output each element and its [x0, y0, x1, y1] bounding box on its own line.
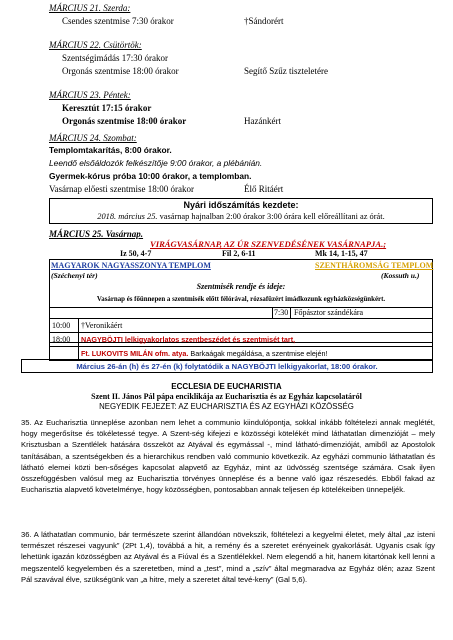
- mass-intention: Főpásztor szándékára: [294, 308, 364, 317]
- vigil-mass-line: Vasárnap előesti szentmise 18:00 órakor: [49, 184, 194, 194]
- schedule-table: [49, 318, 433, 361]
- church-left-name: MAGYAROK NAGYASSZONYA TEMPLOM: [51, 261, 211, 270]
- paragraph-35: 35. Az Eucharisztia ünneplése azonban nem lehet a communio kiindulópontja, sokkal inkább föltételezi annak meglétét, hogy megerősítse és tökéletessé tegye. A Szent-ség kifejezi e közösségi kötelékét mind láthatatlan dimenzióját – mely Krisztusban a Szentlélek hatására összeköt az Atyával és egymással -, mind látható-dimenzióját, amiből az Apostolok tanításában, a szentségekben és a hierarchikus rendben való communio következik. Az egyházi communio láthatatlan és látható elemei közti ben-sőséges kapcsolat alapvető az Egyház, mint az üdvösség szentsége számára. Csak ilyen összefüggésben valósul meg az Eucharisztia törvényes ünneplése és a benne való igaz részesedés. Ebből fakad az Eucharisztia alapvető követelménye, hogy közösségben, pontosabban annak teljesen ép kötelékeiben ünnepeljék.: [21, 418, 435, 495]
- paragraph-36: 36. A láthatatlan communio, bár természete szerint állandóan növekszik, föltételezi a kegyelmi életet, mely által „az isteni természet részesei vagyunk” (2Pt 1,4), továbbá a hit, a remény és a szeretet erényeinek gyakorlását. Ugyanis csak így lehetünk igazán közösségben az Atyával és a Fiúval és a Szentlélekkel. Nem elegendő a hit, hanem kitartónak kell lenni a megszentelő kegyelemben és a szeretetben, mind a „test”, mind a „szív” által megmaradva az Egyház ölén; azaz Szent Pál szavával élve, szükségünk van „a hitre, mely a szeretet által tevé-keny” (Gal 5,6).: [21, 530, 435, 584]
- church-right-sub: (Kossuth u.): [381, 271, 420, 280]
- dst-body: vasárnap hajnalban 2:00 órakor 3:00 órára kell előreállítani az órát.: [157, 212, 385, 221]
- palm-blessing: Barkaágak megáldása, a szentmise elején!: [188, 349, 328, 358]
- article-title: ECCLESIA DE EUCHARISTIA: [171, 382, 282, 391]
- stations-line: Keresztút 17:15 órakor: [62, 103, 152, 113]
- sunday-title: VIRÁGVASÁRNAP, AZ ÚR SZENVEDÉSÉNEK VASÁRNAPJA.;: [150, 239, 387, 249]
- table-row: [50, 319, 433, 333]
- mass-intention: †Veronikáért: [79, 319, 433, 333]
- rosary-note: Vasárnap és főünnepen a szentmisék előtt félórával, rózsafüzért imádkozunk egyházközségünkért.: [96, 296, 386, 303]
- intention: Hazánkért: [244, 116, 281, 126]
- dst-title: Nyári időszámítás kezdete:: [183, 200, 299, 210]
- mass-line: Orgonás szentmise 18:00 órakor: [62, 66, 179, 76]
- divider: [272, 307, 273, 318]
- adoration-line: Szentségimádás 17:30 órakor: [62, 53, 168, 63]
- intention: †Sándorért: [244, 16, 284, 26]
- communion-prep-line: Leendő elsőáldozók felkészítője 9:00 órakor, a plébánián.: [49, 158, 263, 168]
- table-row: [50, 333, 433, 347]
- mass-time: 7:30: [274, 308, 289, 317]
- intention: Segítő Szűz tiszteletére: [244, 66, 328, 76]
- choir-line: Gyermek-kórus próba 10:00 órakor, a templomban.: [49, 171, 252, 181]
- day-heading-22: MÁRCIUS 22. Csütörtök:: [49, 40, 142, 50]
- divider: [49, 307, 433, 308]
- mass-order-title: Szentmisék rendje és ideje:: [196, 282, 286, 291]
- dst-notice-box: [49, 198, 433, 224]
- day-heading-23: MÁRCIUS 23. Péntek:: [49, 90, 131, 100]
- mass-time: 18:00: [50, 333, 79, 347]
- day-heading-21: MÁRCIUS 21. Szerda:: [49, 3, 131, 13]
- article-subtitle: Szent II. János Pál pápa enciklikája az Eucharisztia és az Egyház kapcsolatáról: [91, 392, 362, 401]
- intention: Élő Ritáért: [244, 184, 284, 194]
- retreat-notice-box: [21, 359, 433, 373]
- day-heading-25: MÁRCIUS 25. Vasárnap.: [49, 229, 144, 239]
- mass-line: Csendes szentmise 7:30 órakor: [62, 16, 174, 26]
- reading-3: Mk 14, 1-15, 47: [315, 249, 368, 258]
- reading-1: Iz 50, 4-7: [120, 249, 152, 258]
- day-heading-24: MÁRCIUS 24. Szombat:: [49, 133, 137, 143]
- dst-text: [50, 212, 432, 221]
- church-left-sub: (Széchenyi tér): [51, 271, 98, 280]
- mass-line: Orgonás szentmise 18:00 órakor: [62, 116, 187, 126]
- mass-time: 10:00: [50, 319, 79, 333]
- reading-2: Fil 2, 6-11: [222, 249, 256, 258]
- celebrant-name: Ft. LUKOVITS MILÁN ofm. atya.: [81, 349, 189, 358]
- church-right-name: SZENTHÁROMSÁG TEMPLOM: [315, 261, 434, 270]
- divider: [290, 307, 291, 318]
- dst-date: 2018. március 25.: [97, 212, 158, 221]
- retreat-notice: Március 26-án (h) és 27-én (k) folytatódik a NAGYBÖJTI lelkigyakorlat, 18:00 órakor.: [76, 362, 378, 371]
- chapter-title: NEGYEDIK FEJEZET: AZ EUCHARISZTIA ÉS AZ EGYHÁZI KÖZÖSSÉG: [99, 402, 354, 411]
- retreat-line: NAGYBÖJTI lelkigyakorlatos szentbeszédet és szentmisét tart,: [79, 333, 433, 347]
- cleaning-line: Templomtakarítás, 8:00 órakor.: [49, 145, 172, 155]
